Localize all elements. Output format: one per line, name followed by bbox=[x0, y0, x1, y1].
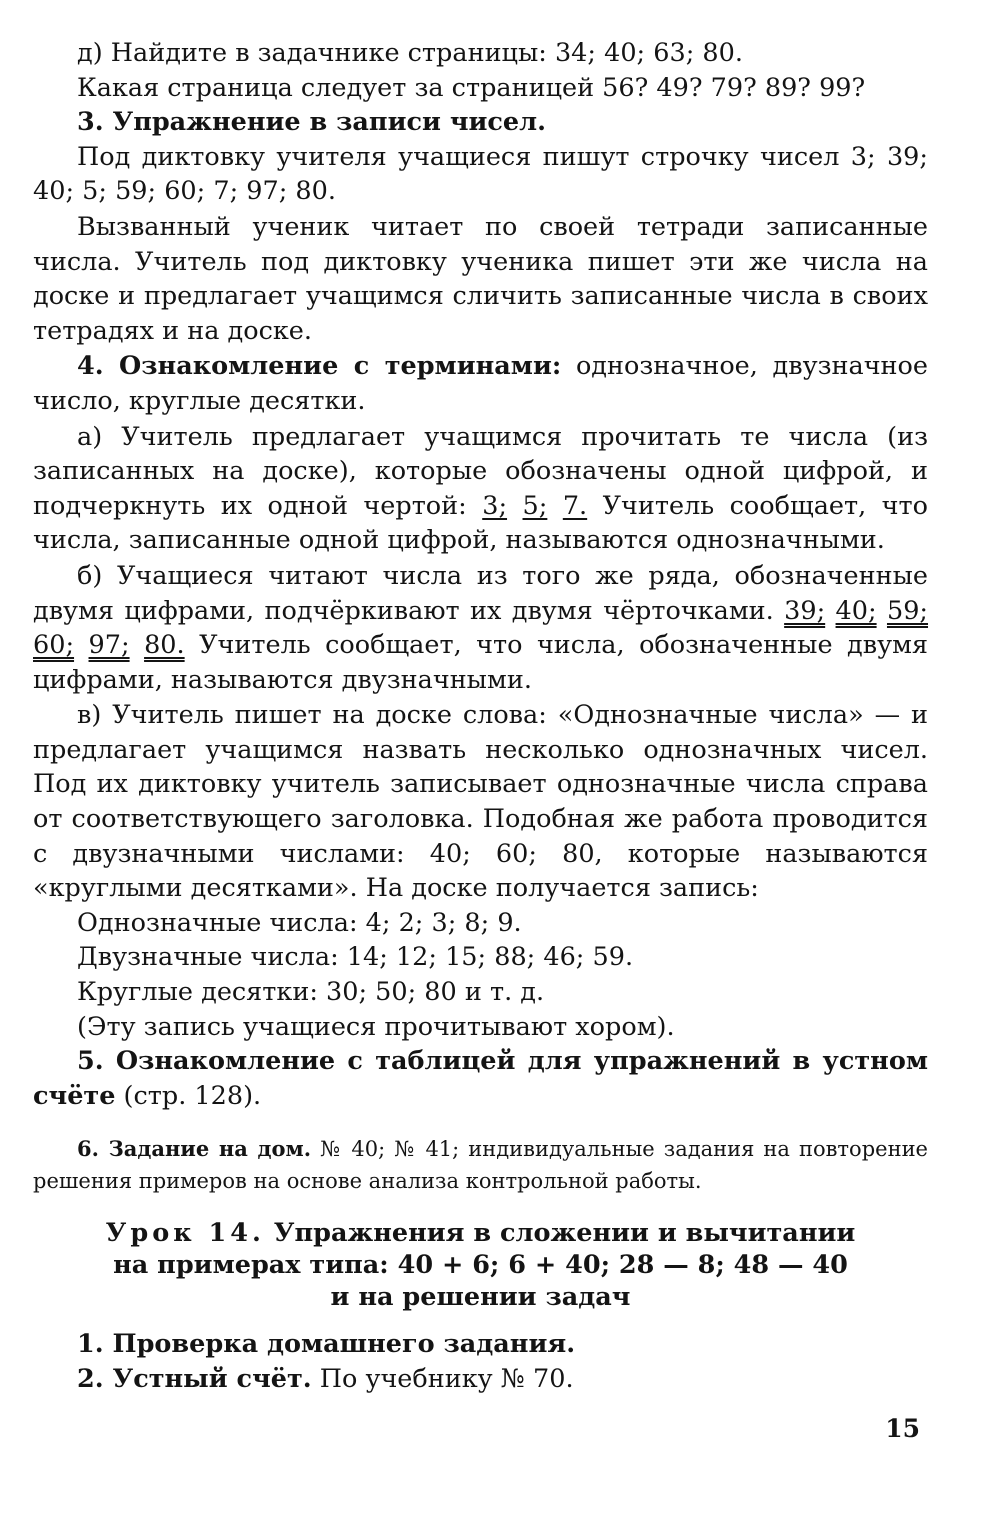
record-line-4: (Эту запись учащиеся прочитывают хором). bbox=[77, 1011, 675, 1042]
double-underlined-number: 97; bbox=[88, 630, 130, 661]
section-3-heading: 3. Упражнение в записи чисел. bbox=[77, 107, 546, 138]
lesson-item-1 bbox=[33, 1327, 928, 1362]
section-4-text: однозначное, двузначное число, круглые десятки. bbox=[33, 351, 928, 416]
section-5-text: (стр. 128). bbox=[115, 1080, 262, 1111]
double-underlined-number: 60; bbox=[33, 630, 75, 661]
lesson-heading-line-2: на примерах типа: 40 + 6; 6 + 40; 28 — 8; 48 — 40 bbox=[113, 1250, 848, 1281]
lesson-label: Урок 14. bbox=[105, 1218, 265, 1249]
double-underlined-number: 39; bbox=[784, 595, 826, 626]
section-6-text: № 40; № 41; индивидуальные задания на повторение решения примеров на основе анализа контрольной работы. bbox=[33, 1137, 928, 1194]
underlined-number: 3; bbox=[482, 490, 508, 521]
lesson-heading-line-3: и на решении задач bbox=[330, 1282, 631, 1313]
section-5-heading: 5. Ознакомление с таблицей для упражнений в устном счёте bbox=[33, 1046, 928, 1111]
record-line-1: Однозначные числа: 4; 2; 3; 8; 9. bbox=[77, 907, 522, 938]
section-3-title bbox=[33, 105, 928, 140]
record-line-3: Круглые десятки: 30; 50; 80 и т. д. bbox=[77, 977, 545, 1008]
item-b-text: б) Учащиеся читают числа из того же ряда, обозначенные двумя цифрами, подчёркивают их двумя чёрточками. bbox=[33, 560, 928, 626]
item-a-after: Учитель сообщает, что числа, записанные одной цифрой, называются однозначными. bbox=[33, 490, 928, 556]
record-line-2: Двузначные числа: 14; 12; 15; 88; 46; 59. bbox=[77, 942, 634, 973]
underlined-number: 5; bbox=[522, 490, 548, 521]
item-b-after: Учитель сообщает, что числа, обозначенные двумя цифрами, называются двузначными. bbox=[33, 630, 929, 695]
section-5-paragraph bbox=[33, 1044, 928, 1113]
lesson-heading-line-1 bbox=[33, 1217, 928, 1249]
lesson-heading bbox=[33, 1217, 928, 1313]
section-3-paragraph-1: Под диктовку учителя учащиеся пишут строчку чисел 3; 39; 40; 5; 59; 60; 7; 97; 80. bbox=[33, 141, 928, 207]
lesson-title-1: Упражнения в сложении и вычитании bbox=[264, 1218, 856, 1249]
underlined-number: 7. bbox=[562, 490, 588, 521]
lesson-item-1-text: 1. Проверка домашнего задания. bbox=[77, 1329, 576, 1360]
item-v-paragraph: в) Учитель пишет на доске слова: «Однозначные числа» — и предлагает учащимся назвать несколько однозначных чисел. Под их диктовку учитель записывает однозначные числа справа от соответствующего заголовка. Подобная же работа проводится с двузначными числами: 40; 60; 80, которые называются «круглыми десятками». На доске получается запись: bbox=[33, 700, 928, 904]
double-underlined-number: 40; bbox=[835, 595, 877, 626]
item-a-text: а) Учитель предлагает учащимся прочитать те числа (из записанных на доске), которые обозначены одной цифрой, и подчеркнуть их одной чертой: bbox=[33, 421, 928, 521]
lesson-item-2-heading: 2. Устный счёт. bbox=[77, 1364, 312, 1394]
page-number: 15 bbox=[885, 1414, 920, 1443]
item-b-paragraph bbox=[33, 559, 928, 697]
paragraph-d-find: д) Найдите в задачнике страницы: 34; 40; 63; 80. bbox=[77, 38, 743, 68]
section-4-paragraph bbox=[33, 349, 928, 418]
section-4-heading: 4. Ознакомление с терминами: bbox=[77, 351, 562, 382]
lesson-item-2-text: По учебнику № 70. bbox=[311, 1364, 574, 1394]
double-underlined-number: 59; bbox=[886, 595, 929, 626]
section-6-heading: 6. Задание на дом. bbox=[77, 1136, 312, 1162]
paragraph-which-page: Какая страница следует за страницей 56? 49? 79? 89? 99? bbox=[77, 72, 866, 103]
section-6-paragraph bbox=[33, 1133, 928, 1197]
item-a-paragraph bbox=[33, 420, 928, 558]
section-3-paragraph-2: Вызванный ученик читает по своей тетради записанные числа. Учитель под диктовку ученика пишет эти же числа на доске и предлагает учащимся сличить записанные числа в своих тетрадях и на доске. bbox=[33, 211, 928, 346]
double-underlined-number: 80. bbox=[144, 630, 185, 661]
lesson-item-2 bbox=[33, 1362, 928, 1397]
